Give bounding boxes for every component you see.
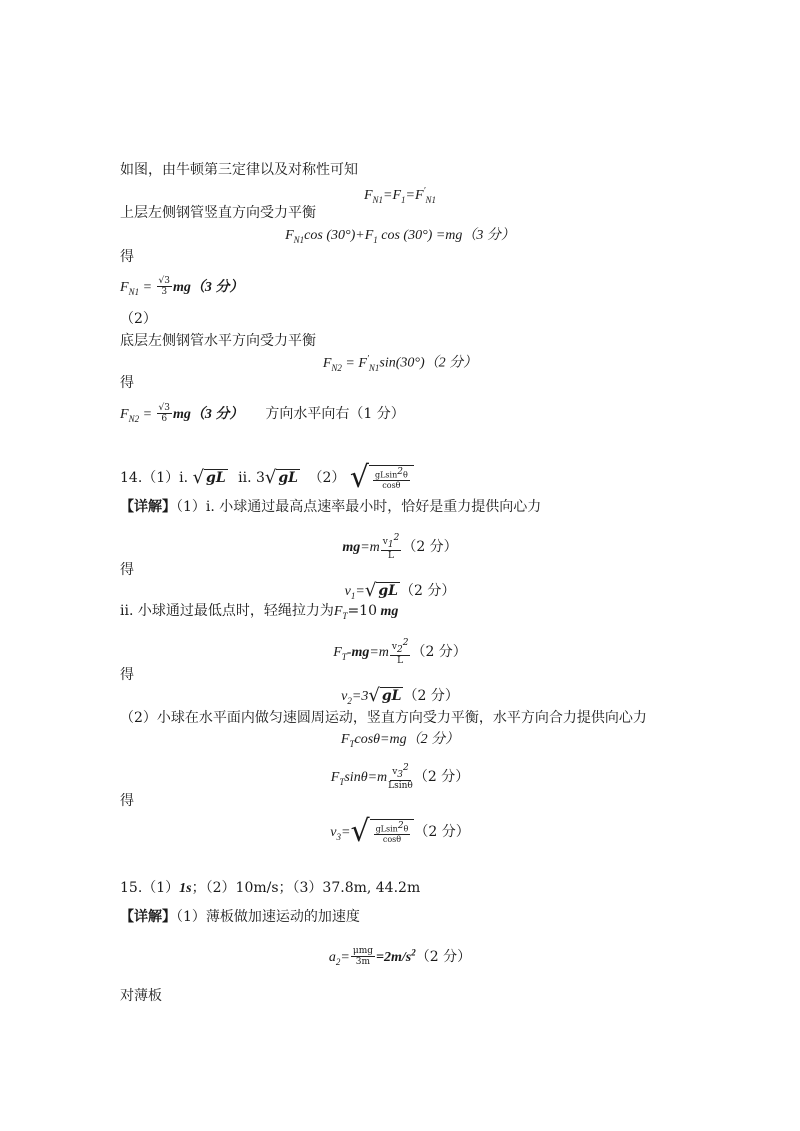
eq-v1: $v_1=√$ gL （2 分） [344, 580, 456, 601]
eq-v2: $v_2=3√$ gL （2 分） [341, 685, 459, 706]
text-newton-third-law: 如图，由牛顿第三定律以及对称性可知 [120, 162, 358, 178]
text-de-1: 得 [120, 249, 134, 265]
detail-15-1: 【详解】（1）薄板做加速运动的加速度 [120, 909, 360, 925]
text-part-2: （2） [120, 311, 157, 327]
eq-mg-centripetal: mg=m $\frac{v_1^2}{L}$ （2 分） [342, 533, 458, 562]
answer-14: 14.（1）i. √ gL ii. 3√ gL （2） √ $\frac{gLsin^2\theta}{\cos\theta}$ [120, 463, 414, 493]
text-14-ii: ii. 小球通过最低点时，轻绳拉力为$F_T=10$ mg [120, 603, 399, 621]
text-de-3: 得 [120, 562, 134, 578]
eq-fn2: $F_{N2} = F'_{N1}\sin(30^\circ)(2$ 分） [322, 353, 478, 373]
text-dui-boban: 对薄板 [120, 988, 162, 1004]
text-upper-vertical-balance: 上层左侧钢管竖直方向受力平衡 [120, 205, 316, 221]
text-de-5: 得 [120, 793, 134, 809]
eq-fn1-equals-f1: $F_{N1}=F_1=F'_{N1}$ [363, 185, 437, 205]
eq-tension-low: $F_T-mg=m$ $\frac{v_2^2}{L}$ （2 分） [333, 638, 467, 667]
detail-14-1: 【详解】（1）i. 小球通过最高点速率最小时，恰好是重力提供向心力 [120, 499, 542, 515]
text-de-4: 得 [120, 667, 134, 683]
text-14-2: （2）小球在水平面内做匀速圆周运动，竖直方向受力平衡，水平方向合力提供向心力 [120, 710, 647, 726]
eq-fn1-result: $F_{N1}$ = $\frac{√3}{3}$ mg（3 分） [120, 276, 244, 298]
text-de-2: 得 [120, 375, 134, 391]
eq-v3: $v_3=$ √ $\frac{gLsin^2\theta}{\cos\theta}$ （2 分） [330, 814, 470, 849]
eq-tcos: $F_T\cos\theta=mg(2$ 分） [340, 732, 460, 749]
text-lower-horizontal-balance: 底层左侧钢管水平方向受力平衡 [120, 333, 316, 349]
eq-tsin: $F_T\sin\theta=m$ $\frac{v_3^2}{Lsin\theta}$ （2 分） [330, 763, 470, 792]
answer-15: 15.（1）1s；（2）10m/s；（3）37.8m, 44.2m [120, 880, 421, 896]
eq-a2: $a_2=$ $\frac{\text{μmg}}{3m}$ $=2m/s^2(2$ 分） [328, 946, 472, 968]
eq-vertical-balance: $F_{N1}\cos$ $(30^\circ)+F_1$ cos (30°) =mg（3 分） [285, 228, 515, 245]
eq-fn2-result: $F_{N2}$ = $\frac{√3}{6}$ mg（3 分） 方向水平向右（1 分） [120, 403, 405, 425]
